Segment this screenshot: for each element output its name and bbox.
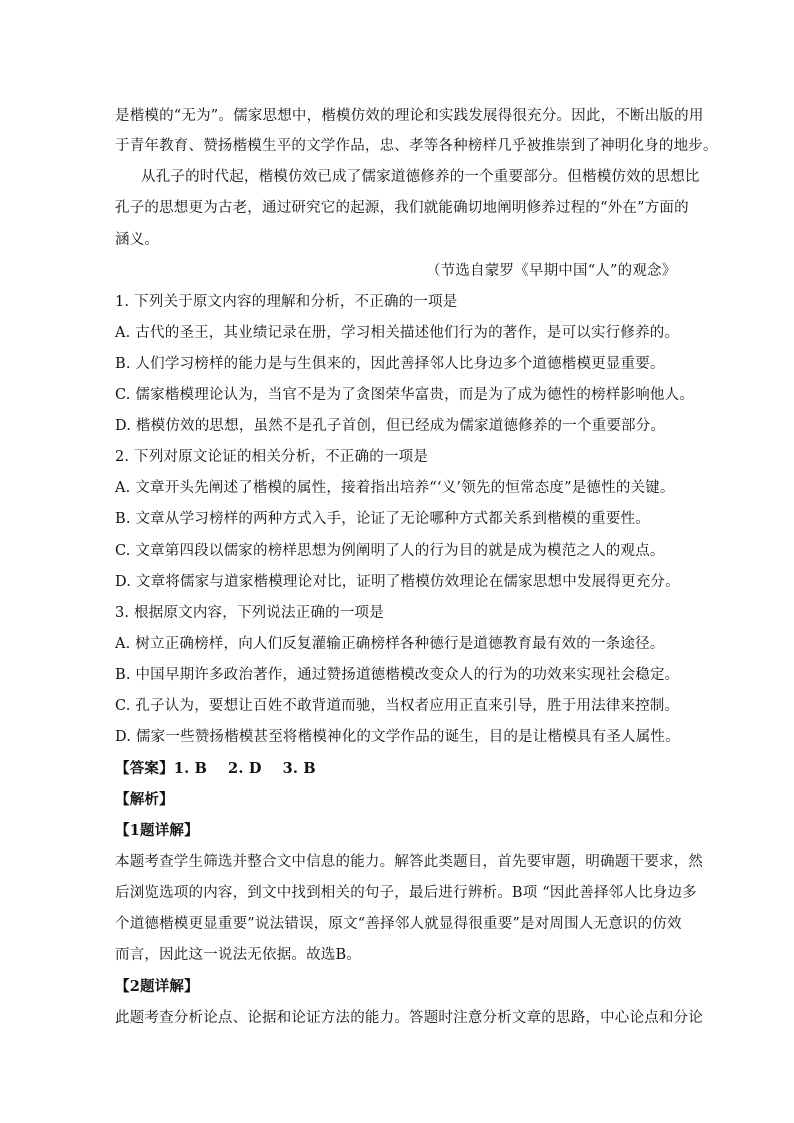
question-3-option-d: D. 儒家一些赞扬楷模甚至将楷模神化的文学作品的诞生，目的是让楷模具有圣人属性。 <box>115 729 680 745</box>
question-1-option-d: D. 楷模仿效的思想，虽然不是孔子首创，但已经成为儒家道德修养的一个重要部分。 <box>115 418 666 434</box>
passage-line-2: 于青年教育、赞扬楷模生平的文学作品，忠、孝等各种榜样几乎被推崇到了神明化身的地步。 <box>115 138 718 154</box>
question-1-stem: 1. 下列关于原文内容的理解和分析，不正确的一项是 <box>115 294 458 310</box>
question-1-option-b: B. 人们学习榜样的能力是与生俱来的，因此善择邻人比身边多个道德楷模更显重要。 <box>115 356 665 372</box>
q1-detail-line-1: 本题考查学生筛选并整合文中信息的能力。解答此类题目，首先要审题，明确题干要求，然 <box>115 854 703 870</box>
q1-detail-line-4: 而言，因此这一说法无依据。故选B。 <box>115 947 362 963</box>
passage-line-1: 是楷模的“无为”。儒家思想中，楷模仿效的理论和实践发展得很充分。因此，不断出版的用 <box>115 108 704 124</box>
question-2-option-c: C. 文章第四段以儒家的榜样思想为例阐明了人的行为目的就是成为模范之人的观点。 <box>115 543 665 559</box>
q1-detail-heading: 【1题详解】 <box>115 822 199 839</box>
passage-line-4: 孔子的思想更为古老，通过研究它的起源，我们就能确切地阐明修养过程的“外在”方面的 <box>115 200 689 216</box>
question-1-option-a: A. 古代的圣王，其业绩记录在册，学习相关描述他们行为的著作，是可以实行修养的。 <box>115 325 680 341</box>
question-2-option-d: D. 文章将儒家与道家楷模理论对比，证明了楷模仿效理论在儒家思想中发展得更充分。 <box>115 574 680 590</box>
question-3-option-b: B. 中国早期许多政治著作，通过赞扬道德楷模改变众人的行为的功效来实现社会稳定。 <box>115 667 680 683</box>
question-2-option-b: B. 文章从学习榜样的两种方式入手，论证了无论哪种方式都关系到楷模的重要性。 <box>115 511 650 527</box>
answer-line: 【答案】1. B 2. D 3. B <box>115 760 316 777</box>
question-1-option-c: C. 儒家楷模理论认为，当官不是为了贪图荣华富贵，而是为了成为德性的榜样影响他人。 <box>115 387 694 403</box>
question-3-option-c: C. 孔子认为，要想让百姓不敢背道而驰，当权者应用正直来引导，胜于用法律来控制。 <box>115 698 680 714</box>
question-3-stem: 3. 根据原文内容，下列说法正确的一项是 <box>115 605 384 621</box>
source-citation: （节选自蒙罗《早期中国“人”的观念》 <box>426 263 677 279</box>
question-3-option-a: A. 树立正确榜样，向人们反复灌输正确榜样各种德行是道德教育最有效的一条途径。 <box>115 636 665 652</box>
passage-line-5: 涵义。 <box>115 232 160 248</box>
question-2-stem: 2. 下列对原文论证的相关分析，不正确的一项是 <box>115 449 429 465</box>
question-2-option-a: A. 文章开头先阐述了楷模的属性，接着指出培养“‘义’领先的恒常态度”是德性的关键。 <box>115 480 675 496</box>
q1-detail-line-2: 后浏览选项的内容，到文中找到相关的句子，最后进行辨析。B项 “因此善择邻人比身边多 <box>115 885 697 901</box>
q1-detail-line-3: 个道德楷模更显重要”说法错误，原文“善择邻人就显得很重要”是对周围人无意识的仿效 <box>115 916 682 932</box>
passage-line-3: 从孔子的时代起，楷模仿效已成了儒家道德修养的一个重要部分。但楷模仿效的思想比 <box>141 169 700 185</box>
q2-detail-heading: 【2题详解】 <box>115 978 199 995</box>
q2-detail-line-1: 此题考查分析论点、论据和论证方法的能力。答题时注意分析文章的思路，中心论点和分论 <box>115 1010 703 1026</box>
analysis-heading: 【解析】 <box>115 791 174 808</box>
